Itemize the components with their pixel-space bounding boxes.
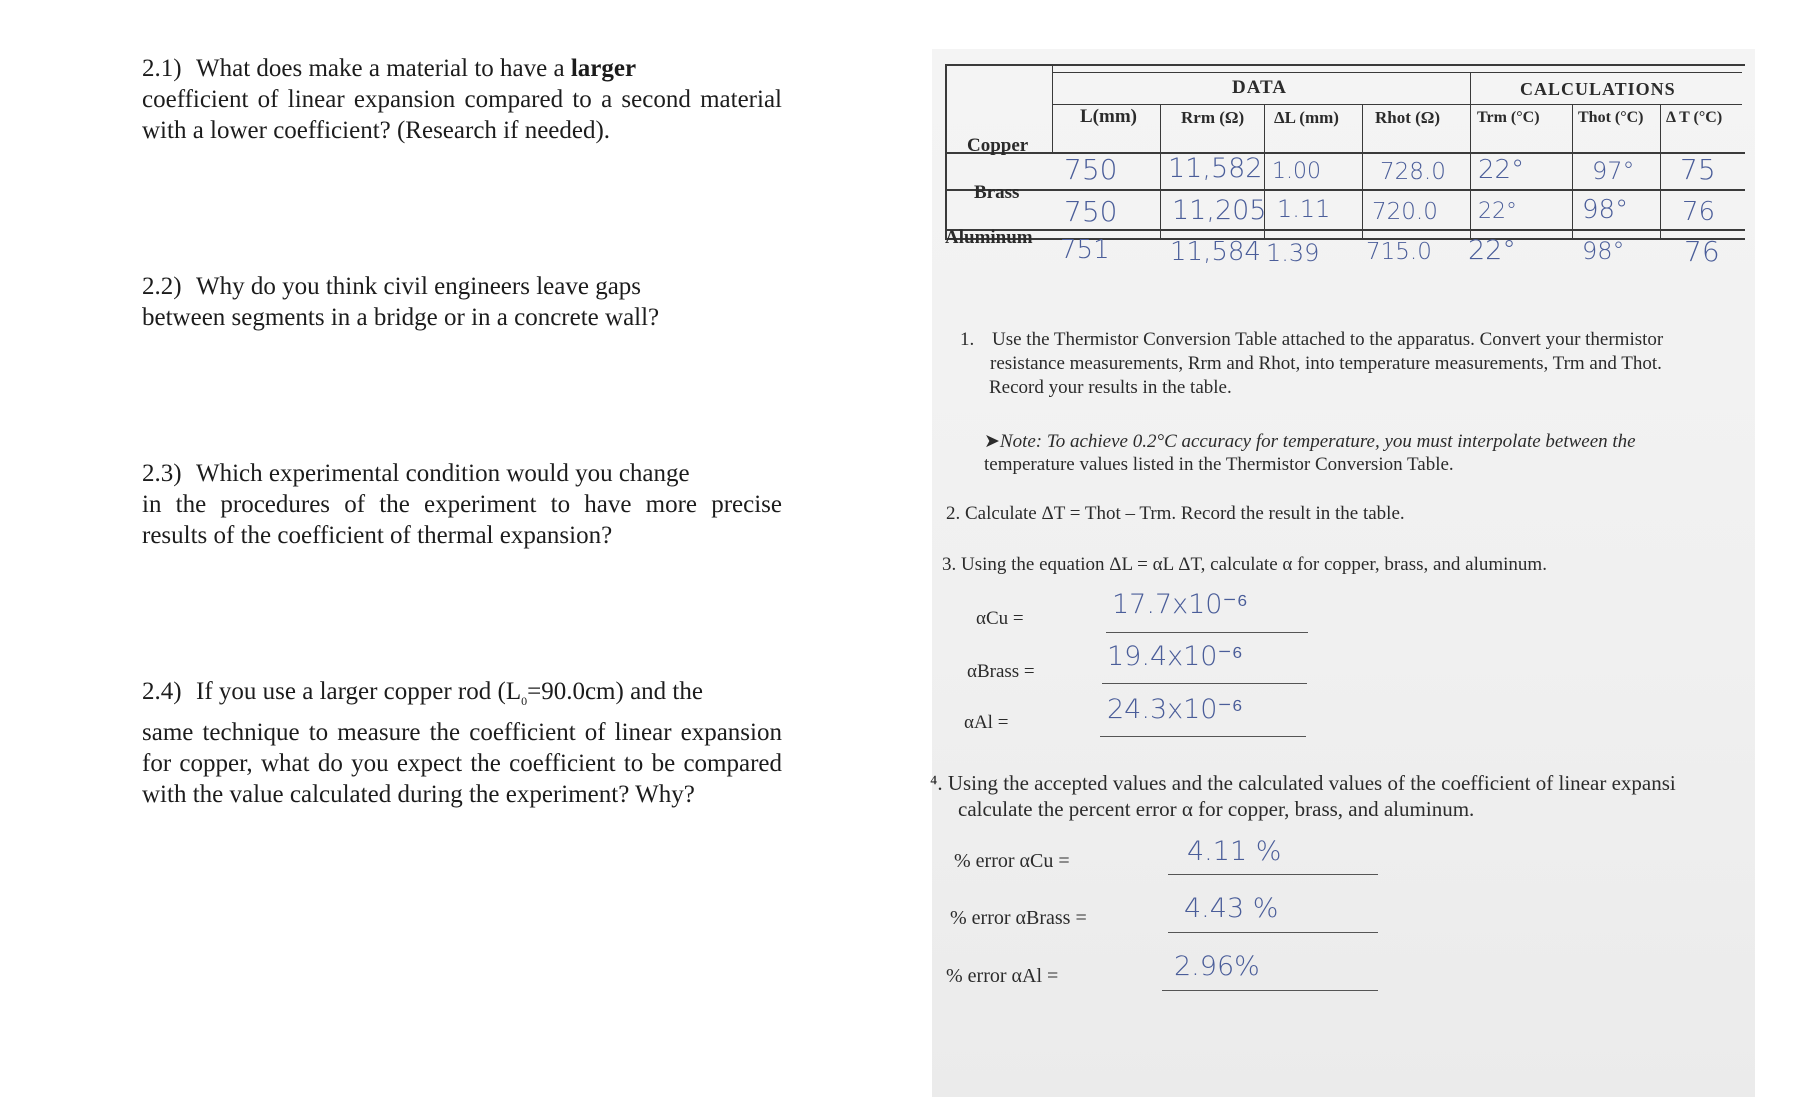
cell-aluminum-rhot: 715.0	[1366, 239, 1432, 265]
question-text: Why do you think civil engineers leave gaps between segments in a bridge or in a concrete wall?	[142, 273, 660, 331]
col-header-thot: Thot (°C)	[1578, 109, 1644, 126]
table-vline	[1362, 104, 1363, 240]
question-text: Which experimental condition would you change in the procedures of the experiment to have more precise results of the coefficient of thermal expansion?	[142, 460, 782, 549]
question-number: 2.1)	[142, 55, 182, 82]
alpha-cu-value: 17.7x10⁻⁶	[1112, 589, 1248, 620]
table-header-line	[1052, 72, 1742, 73]
question-2-4	[142, 676, 782, 810]
row-label-brass: Brass	[974, 182, 1020, 203]
alpha-al-label: αAl =	[964, 712, 1009, 733]
table-group-calculations: CALCULATIONS	[1520, 79, 1676, 99]
question-number: 2.3)	[142, 460, 182, 487]
alpha-al-value: 24.3x10⁻⁶	[1107, 694, 1243, 725]
alpha-brass-underline	[1102, 683, 1307, 684]
cell-aluminum-l: 751	[1060, 235, 1110, 265]
step-4-line-2: calculate the percent error α for copper, brass, and aluminum.	[958, 797, 1475, 821]
col-header-trm: Trm (°C)	[1477, 109, 1540, 126]
cell-copper-dt: 75	[1680, 153, 1716, 186]
cell-brass-trm: 22°	[1478, 199, 1517, 224]
question-2-1	[142, 53, 782, 146]
cell-brass-l: 750	[1064, 195, 1118, 228]
error-al-value: 2.96%	[1174, 951, 1260, 982]
alpha-al-underline	[1100, 736, 1306, 737]
table-row-line	[945, 229, 1745, 231]
table-vline	[1660, 104, 1661, 240]
error-al-label: % error αAl =	[946, 965, 1059, 987]
col-header-dl: ΔL (mm)	[1274, 108, 1339, 127]
col-header-dt: Δ T (°C)	[1666, 109, 1723, 126]
cell-copper-l: 750	[1064, 153, 1118, 186]
step-1-number: 1.	[960, 329, 975, 350]
error-brass-value: 4.43 %	[1184, 893, 1279, 924]
step-3: 3. Using the equation ΔL = αL ΔT, calculate α for copper, brass, and aluminum.	[942, 554, 1547, 575]
table-row-line	[945, 189, 1745, 191]
question-2-2	[142, 271, 782, 333]
error-cu-value: 4.11 %	[1187, 836, 1282, 867]
col-header-rrm: Rrm (Ω)	[1181, 108, 1245, 127]
cell-aluminum-trm: 22°	[1468, 235, 1516, 266]
cell-brass-rhot: 720.0	[1372, 199, 1438, 225]
col-header-l: L(mm)	[1080, 106, 1137, 127]
cell-brass-thot: 98°	[1582, 195, 1629, 225]
error-cu-underline	[1168, 874, 1378, 875]
step-1-line-2: resistance measurements, Rrm and Rhot, into temperature measurements, Trm and Thot.	[990, 353, 1662, 374]
cell-copper-thot: 97°	[1592, 157, 1635, 185]
table-vline	[1160, 104, 1161, 240]
alpha-brass-value: 19.4x10⁻⁶	[1107, 641, 1243, 672]
step-1-line-3: Record your results in the table.	[989, 377, 1232, 398]
question-number: 2.4)	[142, 678, 182, 705]
step-4-line-1: ⁴. Using the accepted values and the calculated values of the coefficient of linear expansi	[930, 771, 1676, 795]
alpha-cu-underline	[1106, 632, 1308, 633]
cell-aluminum-dt: 76	[1684, 235, 1720, 268]
cell-copper-rhot: 728.0	[1380, 159, 1446, 185]
alpha-brass-label: αBrass =	[967, 661, 1035, 682]
cell-aluminum-thot: 98°	[1582, 237, 1625, 265]
emphasis-larger: larger	[570, 55, 637, 82]
alpha-cu-label: αCu =	[976, 608, 1024, 629]
table-vline	[1470, 72, 1471, 240]
cell-brass-rrm: 11,205	[1172, 195, 1267, 226]
question-number: 2.2)	[142, 273, 182, 300]
cell-brass-dl: 1.11	[1277, 195, 1331, 223]
table-group-data: DATA	[1232, 77, 1288, 98]
error-brass-label: % error αBrass =	[950, 907, 1087, 929]
error-cu-label: % error αCu =	[954, 850, 1070, 872]
worksheet-photo	[932, 49, 1755, 1097]
cell-brass-dt: 76	[1682, 197, 1716, 227]
cell-copper-dl: 1.00	[1272, 159, 1321, 184]
question-2-3	[142, 458, 782, 551]
question-text: If you use a larger copper rod $(L_0=90.0cm)$ and the same technique to measure the coefficient of linear expansion for copper, what do you expect the coefficient to be compared with the value calculated during the experiment? Why?	[142, 678, 782, 808]
question-text: What does make a material to have a larger coefficient of linear expansion compared to a second material with a lower coefficient? (Research if needed).	[142, 55, 782, 144]
arrow-icon: ➤	[984, 431, 1000, 452]
step-2: 2. Calculate ΔT = Thot – Trm. Record the result in the table.	[946, 503, 1405, 524]
cell-copper-trm: 22°	[1478, 155, 1525, 185]
cell-aluminum-dl: 1.39	[1266, 239, 1320, 267]
row-label-copper: Copper	[967, 135, 1029, 156]
cell-copper-rrm: 11,582	[1168, 153, 1263, 184]
error-brass-underline	[1168, 932, 1378, 933]
table-border-top	[945, 64, 1745, 66]
step-1-line-1: Use the Thermistor Conversion Table attached to the apparatus. Convert your thermistor	[992, 329, 1664, 350]
note-line-1: ➤Note: To achieve 0.2°C accuracy for temperature, you must interpolate between the	[984, 431, 1636, 452]
note-line-2: temperature values listed in the Thermistor Conversion Table.	[984, 454, 1454, 475]
error-al-underline	[1162, 990, 1378, 991]
table-vline	[1572, 104, 1573, 240]
table-vline	[1052, 66, 1053, 154]
cell-aluminum-rrm: 11,584	[1170, 237, 1261, 267]
table-subheader-line	[1052, 104, 1742, 105]
col-header-rhot: Rhot (Ω)	[1375, 108, 1441, 127]
row-label-aluminum: Aluminum	[945, 227, 1033, 248]
